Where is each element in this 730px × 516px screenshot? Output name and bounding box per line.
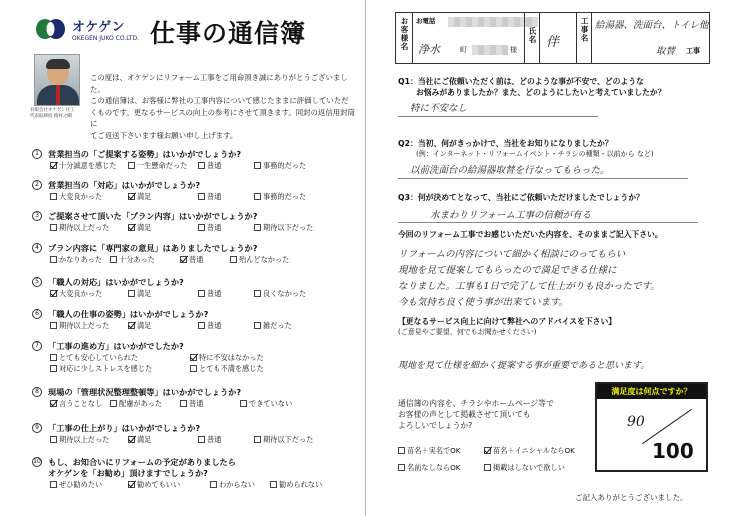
q2-answer: 以前洗面台の給湯器取替を行なってもらった。 [410, 165, 610, 176]
option-checkbox[interactable] [230, 255, 289, 265]
checkbox-icon[interactable] [128, 290, 135, 297]
option-label: 勧めてもいい [137, 480, 181, 489]
satisfaction-max: 100 [652, 439, 694, 463]
checkbox-icon[interactable] [254, 290, 261, 297]
advice-answer: 現地を見て仕様を細かく提案する事が重要であると思います。 [398, 361, 650, 371]
option-label: 大変良かった [59, 192, 103, 201]
ceo-company: 有限会社オケゲン住工 [30, 108, 75, 113]
impression-prompt: 今回のリフォーム工事でお感じいただいた内容を、そのままご記入下さい。 [398, 230, 663, 239]
checked-box-icon[interactable] [128, 481, 135, 488]
option-label: 満足 [137, 223, 152, 232]
option-label: 配慮があった [119, 399, 163, 408]
option-label: 満足 [137, 435, 152, 444]
answer-line [398, 116, 598, 117]
option-label: 対応に少しストレスを感じた [59, 364, 153, 373]
address-redacted [472, 45, 508, 55]
option-label: 大変良かった [59, 289, 103, 298]
option-label: 期待以上だった [59, 435, 110, 444]
customer-town: 町 [460, 46, 467, 54]
question-text: 営業担当の「対応」はいかがでしょうか? [48, 180, 201, 190]
option-label: 普通 [207, 321, 222, 330]
checkbox-icon[interactable] [254, 224, 261, 231]
option-label: 期待以上だった [59, 321, 110, 330]
checkbox-icon[interactable] [50, 436, 57, 443]
advice-line2: (ご意見やご要望、何でもお聞かせください) [398, 328, 537, 336]
q1-text [398, 76, 666, 98]
option-checkbox[interactable] [254, 192, 306, 202]
q2-line2: (例：インターネット・リフォームイベント・チラシの種類・以前から など) [416, 150, 654, 158]
advice-prompt [398, 316, 616, 338]
phone-label: お電話 [416, 17, 436, 25]
checked-box-icon[interactable] [128, 322, 135, 329]
option-label: 満足 [137, 289, 152, 298]
q1-line1: Q1：当社にご依頼いただく前は、どのような事が不安で、どのような [398, 77, 644, 86]
checked-box-icon[interactable] [190, 354, 197, 361]
q2-line1: Q2：当初、何がきっかけで、当社をお知りになりましたか？ [398, 139, 613, 148]
question-text: 営業担当の「ご提案する姿勢」はいかがでしょうか? [48, 149, 242, 159]
q3-line1: Q3：何が決めてとなって、当社にご依頼いただけましたでしょうか？ [398, 193, 644, 202]
intro-line: この度は、オケゲンにリフォーム工事をご用命頂き誠にありがとうございました。 [90, 73, 348, 94]
checkbox-icon[interactable] [180, 400, 187, 407]
customer-label: お客様名 [400, 17, 409, 51]
option-label: 期待以下だった [263, 435, 314, 444]
checkbox-icon[interactable] [50, 365, 57, 372]
option-checkbox[interactable] [110, 399, 162, 409]
option-checkbox[interactable] [50, 480, 102, 490]
option-checkbox[interactable] [128, 223, 151, 233]
option-checkbox[interactable] [50, 321, 109, 331]
q1-answer: 特に不安なし [410, 103, 468, 114]
checked-box-icon[interactable] [50, 162, 57, 169]
checked-box-icon[interactable] [180, 256, 187, 263]
option-label: 雑だった [263, 321, 292, 330]
checkbox-icon[interactable] [254, 162, 261, 169]
option-label: 事務的だった [263, 161, 307, 170]
satisfaction-label: 満足度は何点ですか？ [597, 384, 706, 399]
impression-line: 現地を見て提案してもらったので満足できる仕様に [398, 265, 617, 276]
option-label: 満足 [137, 321, 152, 330]
checkbox-icon[interactable] [128, 162, 135, 169]
question-number: 5 [32, 277, 42, 287]
publish-option[interactable] [398, 446, 461, 456]
option-checkbox[interactable] [254, 161, 306, 171]
publish-option[interactable] [484, 446, 575, 456]
intro-line: てご返送下さいます様お願い申し上げます。 [90, 130, 238, 140]
question-text: 「工事の仕上がり」はいかがでしょうか? [48, 423, 201, 433]
checkbox-icon[interactable] [50, 354, 57, 361]
option-checkbox[interactable] [240, 399, 292, 409]
option-label: 普通 [207, 435, 222, 444]
option-checkbox[interactable] [128, 192, 151, 202]
question-text: 「工事の進め方」はいかがでしたか? [48, 341, 184, 351]
satisfaction-box [595, 382, 708, 472]
checked-box-icon[interactable] [50, 290, 57, 297]
option-checkbox[interactable] [198, 192, 221, 202]
option-checkbox[interactable] [50, 364, 152, 374]
footer-thanks: ご記入ありがとうございました。 [575, 493, 688, 502]
option-checkbox[interactable] [190, 364, 264, 374]
checkbox-icon[interactable] [50, 481, 57, 488]
option-label: 満足 [137, 192, 152, 201]
name-label: 氏名 [528, 27, 537, 44]
q3-text [398, 192, 644, 203]
option-checkbox[interactable] [128, 435, 151, 445]
publish-line1: 通信簿の内容を、チラシやホームページ等で [398, 399, 554, 408]
option-label: ぜひ勧めたい [59, 480, 103, 489]
customer-info-box [395, 12, 710, 64]
option-label: 苗名＋実名でOK [407, 446, 461, 455]
publish-option[interactable] [484, 463, 565, 473]
question-number: 4 [32, 243, 42, 253]
checked-box-icon[interactable] [128, 436, 135, 443]
impression-line: なりました。工事も1日で完了して仕上がりも良かったです。 [398, 281, 660, 292]
q1-line2: お悩みがありましたか？また、どのようにしたいと考えていましたか？ [416, 88, 666, 97]
intro-line: くものです。更なるサービスの向上の参考にさせて頂きます。同封の返信用封筒に [90, 107, 355, 128]
checkbox-icon[interactable] [50, 322, 57, 329]
question-text-2: オケゲンを「お勧め」頂けますでしょうか? [48, 468, 208, 478]
option-label: わからない [219, 480, 255, 489]
option-label: 期待以下だった [263, 223, 314, 232]
option-checkbox[interactable] [210, 480, 255, 490]
question-number: 2 [32, 180, 42, 190]
q2-text [398, 138, 654, 160]
option-checkbox[interactable] [254, 321, 292, 331]
checkbox-icon[interactable] [398, 447, 405, 454]
impression-line: 今も気持ち良く使う事が出来ています。 [398, 297, 569, 308]
option-checkbox[interactable] [254, 289, 306, 299]
intro-text [90, 72, 358, 141]
checkbox-icon[interactable] [254, 436, 261, 443]
option-label: 言うことなし [59, 399, 103, 408]
checkbox-icon[interactable] [110, 256, 117, 263]
option-checkbox[interactable] [50, 255, 102, 265]
question-text: プラン内容に「専門家の意見」はありましたでしょうか? [48, 243, 258, 253]
option-label: できていない [249, 399, 293, 408]
option-label: 苗名＋イニシャルならOK [493, 446, 575, 455]
checkbox-icon[interactable] [210, 481, 217, 488]
option-label: 名前なしならOK [407, 463, 461, 472]
publish-line3: よろしいでしょうか? [398, 421, 473, 430]
option-label: 期待以上だった [59, 223, 110, 232]
question-number: 3 [32, 211, 42, 221]
question-number: 7 [32, 341, 42, 351]
option-label: 普通 [189, 255, 204, 264]
checkbox-icon[interactable] [230, 256, 237, 263]
option-checkbox[interactable] [50, 353, 138, 363]
work-name: 給湯器、洗面台、トイレ他 [595, 20, 709, 31]
option-checkbox[interactable] [50, 399, 102, 409]
option-checkbox[interactable] [254, 223, 313, 233]
satisfaction-score: 90 [627, 414, 645, 430]
option-label: とても不満を感じた [199, 364, 264, 373]
option-checkbox[interactable] [180, 255, 203, 265]
publish-line2: お客様の声として掲載させて頂いても [398, 410, 531, 419]
checkbox-icon[interactable] [198, 436, 205, 443]
question-text: 現場の「管理状況整理整頓等」はいかがでしょうか? [48, 387, 242, 397]
option-checkbox[interactable] [128, 321, 151, 331]
customer-sama: 様 [510, 46, 517, 54]
question-number: 10 [33, 458, 41, 465]
option-label: 普通 [207, 289, 222, 298]
option-label: 普通 [207, 192, 222, 201]
logo-english: OKEGEN JUKO CO.LTD. [72, 35, 139, 42]
option-checkbox[interactable] [50, 223, 109, 233]
question-number: 9 [32, 423, 42, 433]
option-checkbox[interactable] [50, 289, 102, 299]
option-label: 一生懸命だった [137, 161, 188, 170]
option-label: 勧められない [279, 480, 323, 489]
option-label: 普通 [207, 161, 222, 170]
option-checkbox[interactable] [190, 353, 264, 363]
answer-line [398, 178, 688, 179]
option-checkbox[interactable] [50, 161, 117, 171]
checkbox-icon[interactable] [190, 365, 197, 372]
answer-line [398, 222, 698, 223]
option-label: とても安心していられた [59, 353, 139, 362]
work-label: 工事名 [580, 17, 589, 43]
option-checkbox[interactable] [198, 161, 221, 171]
checkbox-icon[interactable] [110, 400, 117, 407]
logo-mark-icon [34, 17, 68, 41]
work-suffix: 工事 [686, 47, 700, 55]
option-checkbox[interactable] [254, 435, 313, 445]
option-label: かなりあった [59, 255, 103, 264]
impression-line: リフォームの内容について細かく相談にのってもらい [398, 249, 626, 260]
checkbox-icon[interactable] [254, 193, 261, 200]
customer-name: 伴 [546, 35, 560, 50]
checkbox-icon[interactable] [198, 193, 205, 200]
option-label: 十分あった [119, 255, 155, 264]
option-label: 掲載はしないで欲しい [493, 463, 565, 472]
advice-line1: 【更なるサービス向上に向けて弊社へのアドバイスを下さい】 [398, 317, 617, 326]
option-checkbox[interactable] [198, 223, 221, 233]
checkbox-icon[interactable] [270, 481, 277, 488]
intro-line: この通信簿は、お客様に弊社の工事内容について感じたままに評価していただ [90, 96, 349, 105]
option-checkbox[interactable] [198, 289, 221, 299]
option-checkbox[interactable] [128, 161, 187, 171]
option-checkbox[interactable] [50, 192, 102, 202]
option-label: 殆んどなかった [239, 255, 290, 264]
option-label: 特に不安はなかった [199, 353, 264, 362]
question-text: 「職人の対応」はいかがでしょうか? [48, 277, 184, 287]
checkbox-icon[interactable] [50, 256, 57, 263]
customer-address: 浄水 [418, 43, 440, 56]
checkbox-icon[interactable] [484, 464, 491, 471]
question-number: 6 [32, 309, 42, 319]
checkbox-icon[interactable] [198, 290, 205, 297]
checked-box-icon[interactable] [128, 224, 135, 231]
checkbox-icon[interactable] [50, 193, 57, 200]
option-checkbox[interactable] [180, 399, 203, 409]
checkbox-icon[interactable] [198, 224, 205, 231]
question-text: もし、お知合いにリフォームの予定がありましたら [48, 457, 236, 467]
option-checkbox[interactable] [128, 289, 151, 299]
option-label: 普通 [207, 223, 222, 232]
checkbox-icon[interactable] [198, 322, 205, 329]
checked-box-icon[interactable] [50, 400, 57, 407]
q3-answer: 水まわりリフォーム工事の信頼が有る [430, 210, 592, 221]
option-checkbox[interactable] [128, 480, 180, 490]
option-label: 十分誠意を感じた [59, 161, 117, 170]
question-text: ご提案させて頂いた「プラン内容」はいかがでしょうか? [48, 211, 258, 221]
page-fold [365, 0, 366, 516]
ceo-name: 代表取締役 梅村之剛 [30, 114, 72, 119]
checked-box-icon[interactable] [128, 193, 135, 200]
logo-name: オケゲン [72, 20, 125, 35]
checkbox-icon[interactable] [398, 464, 405, 471]
option-label: 事務的だった [263, 192, 307, 201]
option-checkbox[interactable] [198, 321, 221, 331]
option-label: 普通 [189, 399, 204, 408]
question-number: 8 [32, 387, 42, 397]
question-number: 1 [32, 149, 42, 159]
option-checkbox[interactable] [50, 435, 109, 445]
option-checkbox[interactable] [198, 435, 221, 445]
work-name-2: 取替 [656, 46, 676, 57]
checkbox-icon[interactable] [50, 224, 57, 231]
page-title: 仕事の通信簿 [150, 19, 307, 48]
checked-box-icon[interactable] [484, 447, 491, 454]
publish-prompt [398, 398, 554, 431]
checkbox-icon[interactable] [254, 322, 261, 329]
company-logo [34, 16, 139, 42]
checkbox-icon[interactable] [240, 400, 247, 407]
option-label: 良くなかった [263, 289, 307, 298]
option-checkbox[interactable] [110, 255, 155, 265]
option-checkbox[interactable] [270, 480, 322, 490]
ceo-photo [34, 54, 80, 106]
checkbox-icon[interactable] [198, 162, 205, 169]
question-text: 「職人の仕事の姿勢」はいかがでしょうか? [48, 309, 209, 319]
publish-option[interactable] [398, 463, 461, 473]
